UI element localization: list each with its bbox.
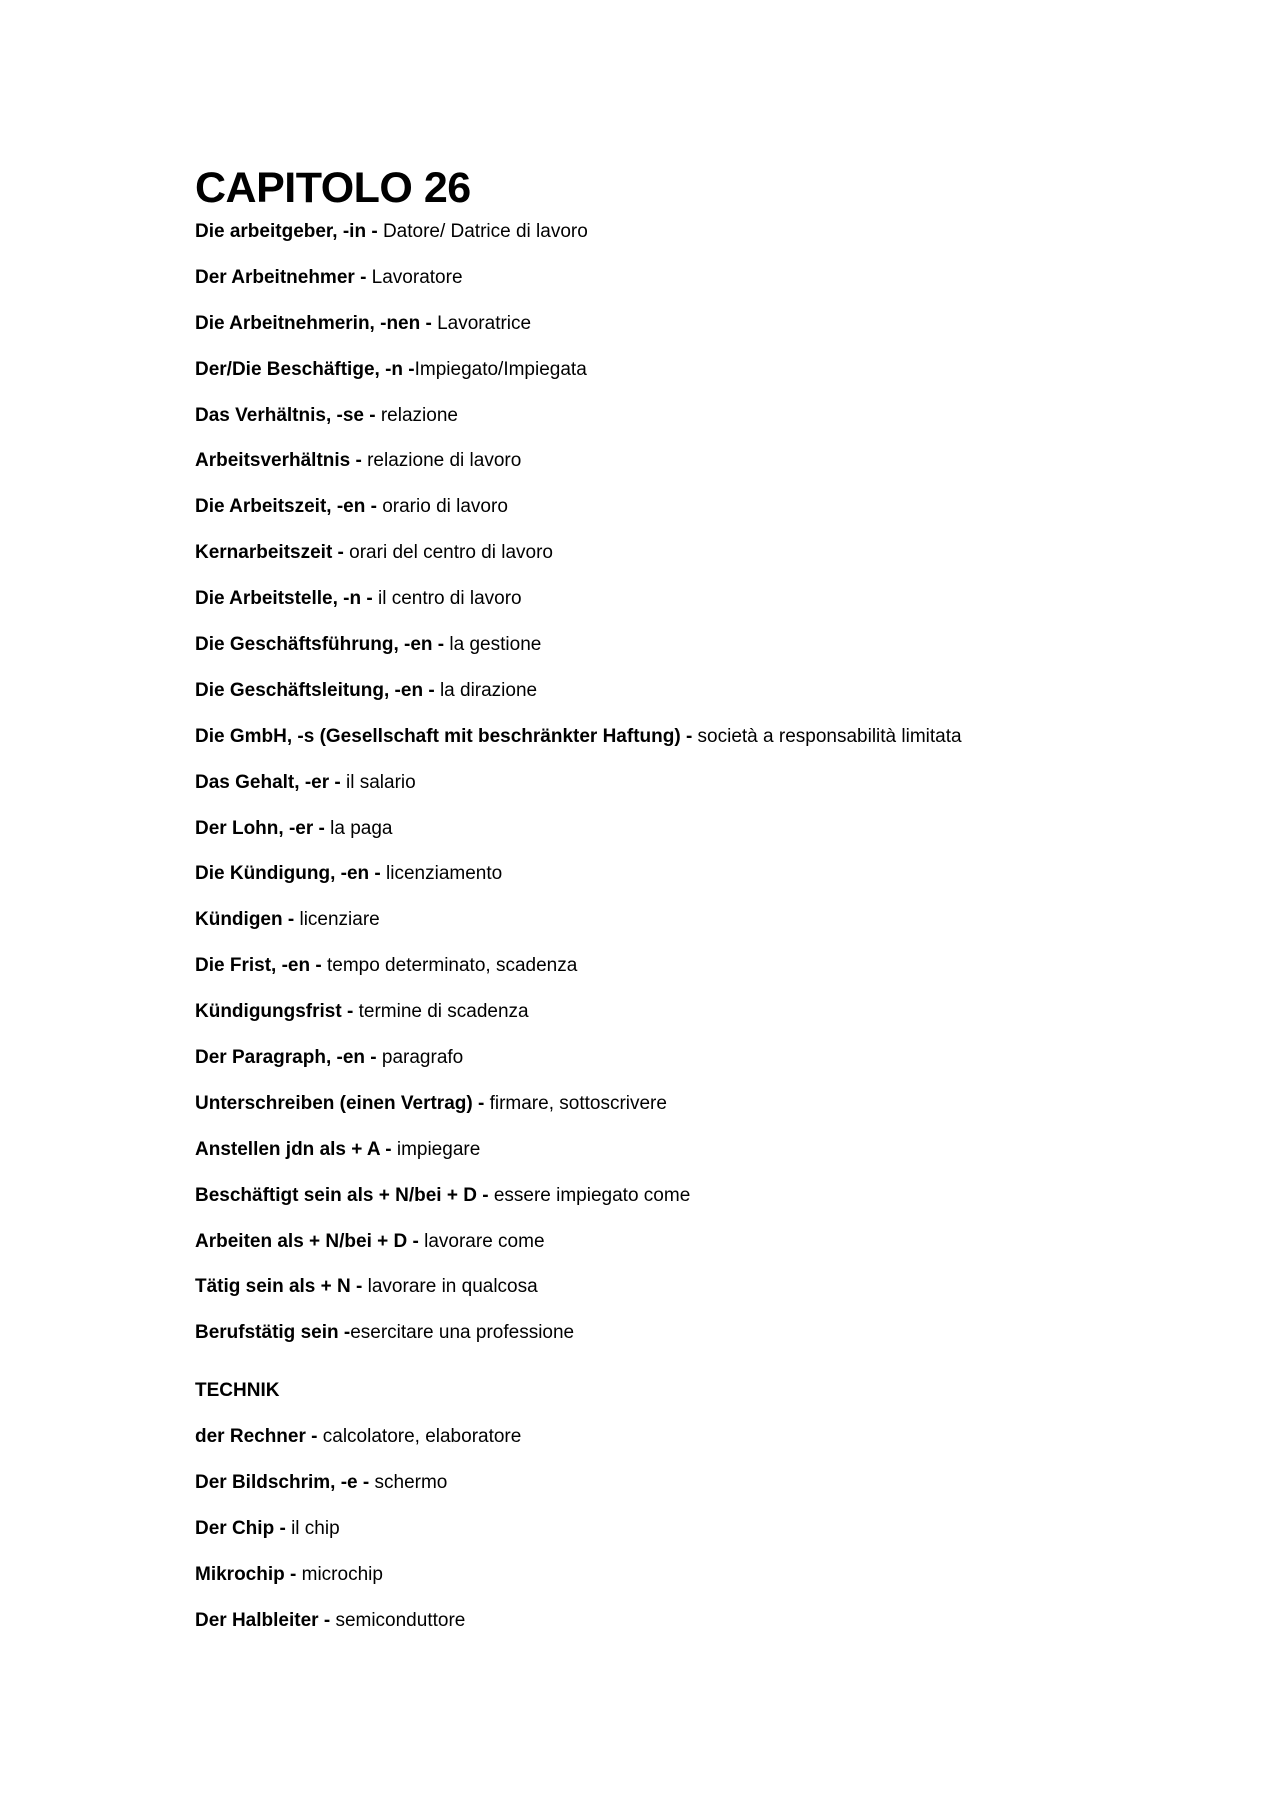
list-item — [195, 1467, 1195, 1513]
translation: Lavoratrice — [437, 312, 532, 334]
term: Anstellen jdn als + A - — [195, 1138, 397, 1160]
term: Tätig sein als + N - — [195, 1276, 368, 1298]
translation: licenziamento — [386, 863, 503, 885]
term: Der Halbleiter - — [195, 1609, 336, 1631]
translation: la gestione — [449, 634, 542, 656]
term: Die Kündigung, -en - — [195, 863, 387, 885]
translation: orari del centro di lavoro — [349, 542, 553, 564]
list-item — [195, 858, 1195, 904]
translation: relazione — [380, 404, 458, 426]
translation: licenziare — [299, 909, 380, 931]
term: Arbeitsverhältnis - — [195, 450, 368, 472]
list-item — [195, 675, 1195, 721]
translation: impiegare — [396, 1138, 481, 1160]
translation: microchip — [301, 1563, 383, 1585]
list-item — [195, 1088, 1195, 1134]
translation: Datore/ Datrice di lavoro — [382, 221, 588, 242]
translation: paragrafo — [381, 1047, 464, 1069]
term: Die Arbeitnehmerin, -nen - — [195, 312, 438, 334]
translation: il chip — [291, 1517, 340, 1539]
translation: il centro di lavoro — [378, 588, 522, 610]
vocabulary-list — [195, 216, 1195, 1651]
list-item — [195, 904, 1195, 950]
term: Die Geschäftsleitung, -en - — [195, 679, 440, 701]
term: Unterschreiben (einen Vertrag) - — [195, 1092, 490, 1114]
term: Mikrochip - — [195, 1563, 302, 1585]
list-item — [195, 950, 1195, 996]
translation: la paga — [330, 817, 393, 839]
list-item — [195, 445, 1195, 491]
translation: essere impiegato come — [493, 1184, 691, 1206]
term: Das Gehalt, -er - — [195, 771, 346, 793]
term: Der Paragraph, -en - — [195, 1047, 382, 1069]
list-item — [195, 1042, 1195, 1088]
term: Die GmbH, -s (Gesellschaft mit beschränkter Haftung) - — [195, 725, 698, 747]
page-title: CAPITOLO 26 — [195, 164, 471, 212]
term: Arbeiten als + N/bei + D - — [195, 1230, 425, 1252]
term: Beschäftigt sein als + N/bei + D - — [195, 1184, 494, 1206]
list-item — [195, 629, 1195, 675]
term: Die Frist, -en - — [195, 955, 327, 977]
list-item — [195, 216, 1195, 262]
translation: schermo — [374, 1472, 448, 1494]
term: Die Geschäftsführung, -en - — [195, 634, 450, 656]
term: der Rechner - — [195, 1426, 323, 1448]
translation: Lavoratore — [371, 266, 463, 288]
translation: firmare, sottoscrivere — [489, 1092, 667, 1114]
translation: semiconduttore — [335, 1609, 466, 1631]
list-item — [195, 1180, 1195, 1226]
list-item — [195, 1559, 1195, 1605]
term: Der Chip - — [195, 1517, 292, 1539]
list-item — [195, 537, 1195, 583]
term: Der Bildschrim, -e - — [195, 1472, 375, 1494]
translation: termine di scadenza — [358, 1001, 529, 1023]
list-item — [195, 1317, 1195, 1363]
term: Kündigungsfrist - — [195, 1001, 359, 1023]
translation: tempo determinato, scadenza — [326, 955, 578, 977]
term: Der Arbeitnehmer - — [195, 266, 372, 288]
term: Die Arbeitstelle, -n - — [195, 588, 378, 610]
section-heading-technik: TECHNIK — [195, 1380, 280, 1402]
translation: lavorare come — [424, 1230, 545, 1252]
list-item — [195, 354, 1195, 400]
translation: la dirazione — [439, 679, 538, 701]
term: Berufstätig sein - — [195, 1322, 351, 1344]
translation: calcolatore, elaboratore — [322, 1426, 522, 1448]
list-item — [195, 1421, 1195, 1467]
term: Die arbeitgeber, -in - — [195, 221, 383, 242]
list-item — [195, 1513, 1195, 1559]
list-item — [195, 1134, 1195, 1180]
list-item — [195, 491, 1195, 537]
term: Das Verhältnis, -se - — [195, 404, 381, 426]
list-item — [195, 813, 1195, 859]
translation: relazione di lavoro — [367, 450, 522, 472]
translation: orario di lavoro — [382, 496, 508, 518]
term: Kernarbeitszeit - — [195, 542, 350, 564]
list-item — [195, 400, 1195, 446]
list-item — [195, 1226, 1195, 1272]
term: Die Arbeitszeit, -en - — [195, 496, 383, 518]
list-item — [195, 996, 1195, 1042]
translation: Impiegato/Impiegata — [414, 358, 587, 380]
list-item — [195, 767, 1195, 813]
list-item — [195, 1605, 1195, 1651]
translation: lavorare in qualcosa — [367, 1276, 538, 1298]
term: Der Lohn, -er - — [195, 817, 331, 839]
translation: società a responsabilità limitata — [697, 725, 962, 747]
list-item — [195, 1271, 1195, 1317]
list-item — [195, 262, 1195, 308]
term: Der/Die Beschäftige, -n - — [195, 358, 415, 380]
list-item — [195, 583, 1195, 629]
translation: esercitare una professione — [350, 1322, 575, 1344]
list-item — [195, 308, 1195, 354]
list-item — [195, 721, 1195, 767]
translation: il salario — [346, 771, 416, 793]
term: Kündigen - — [195, 909, 300, 931]
